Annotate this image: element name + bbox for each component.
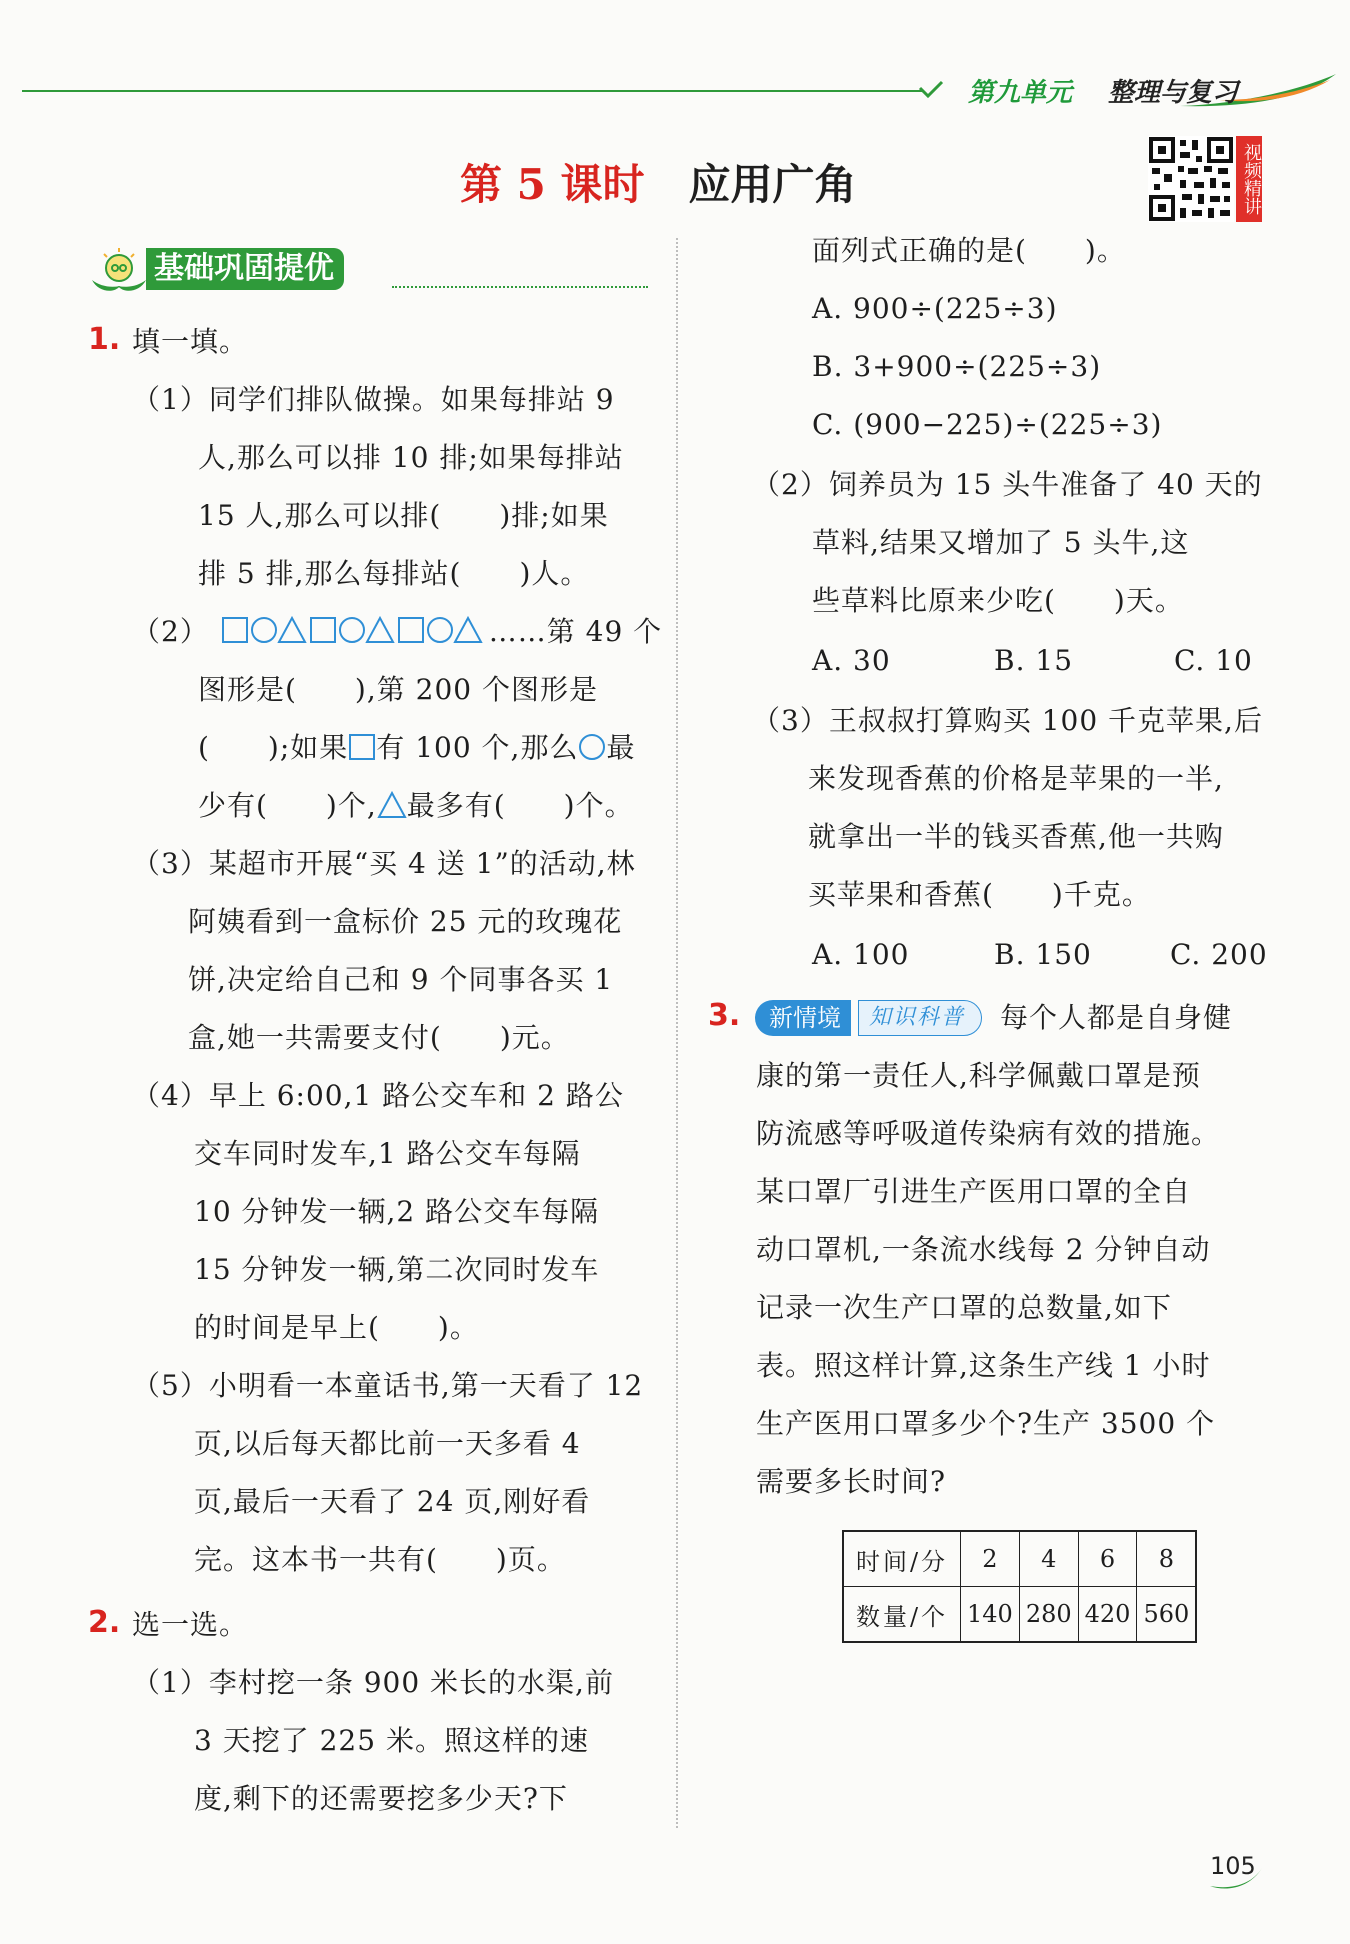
q3-line: 需要多长时间? bbox=[756, 1465, 947, 1498]
q3-line: 某口罩厂引进生产医用口罩的全自 bbox=[756, 1175, 1192, 1208]
triangle-icon bbox=[377, 791, 407, 819]
q2-p2-line: （2）饲养员为 15 头牛准备了 40 天的 bbox=[752, 468, 1263, 501]
table-cell: 6 bbox=[1078, 1531, 1137, 1587]
q1-p4-line: 10 分钟发一辆,2 路公交车每隔 bbox=[194, 1195, 600, 1228]
text-segment: 少有( )个, bbox=[198, 789, 377, 822]
q2-p2-option-c: C. 10 bbox=[1174, 644, 1253, 677]
q1-p2-line bbox=[198, 789, 634, 823]
text-segment: ( );如果 bbox=[198, 731, 349, 764]
q2-p1-option-a: A. 900÷(225÷3) bbox=[812, 292, 1058, 325]
science-tag: 知识科普 bbox=[858, 1000, 982, 1036]
page-number: 105 bbox=[1210, 1852, 1256, 1880]
q2-p3-option-c: C. 200 bbox=[1170, 938, 1268, 971]
q2-p3-option-b: B. 150 bbox=[994, 938, 1092, 971]
table-cell: 560 bbox=[1137, 1587, 1196, 1643]
q1-p2-label: （2） bbox=[132, 615, 209, 648]
q1-p4-line: 的时间是早上( )。 bbox=[194, 1311, 479, 1344]
q3-line: 康的第一责任人,科学佩戴口罩是预 bbox=[756, 1059, 1201, 1092]
q1-p2-tail: ……第 49 个 bbox=[488, 615, 663, 648]
q3-line: 防流感等呼吸道传染病有效的措施。 bbox=[756, 1117, 1221, 1150]
text-segment: 最 bbox=[606, 731, 636, 764]
q2-p1-option-c: C. (900−225)÷(225÷3) bbox=[812, 408, 1163, 441]
q1-p1-line: 人,那么可以排 10 排;如果每排站 bbox=[198, 441, 624, 474]
table-header-cell: 数量/个 bbox=[843, 1587, 961, 1643]
q3-line: 表。照这样计算,这条生产线 1 小时 bbox=[756, 1349, 1211, 1382]
page-title bbox=[460, 152, 856, 212]
q1-p2-line: 图形是( ),第 200 个图形是 bbox=[198, 673, 598, 706]
q1-p4-line: 交车同时发车,1 路公交车每隔 bbox=[194, 1137, 581, 1170]
table-cell: 420 bbox=[1078, 1587, 1137, 1643]
q1-p3-line: 盒,她一共需要支付( )元。 bbox=[188, 1021, 570, 1054]
q2-p3-line: 买苹果和香蕉( )千克。 bbox=[808, 878, 1151, 911]
q1-p1-line: （1）同学们排队做操。如果每排站 9 bbox=[132, 383, 615, 416]
question-2-number: 2. bbox=[88, 1605, 121, 1640]
text-segment: 最多有( )个。 bbox=[406, 789, 634, 822]
production-table bbox=[842, 1530, 1197, 1643]
question-1-number: 1. bbox=[88, 322, 121, 357]
page-number-swoosh-icon bbox=[1206, 1862, 1266, 1892]
q3-line: 每个人都是自身健 bbox=[1000, 1001, 1233, 1034]
table-cell: 2 bbox=[961, 1531, 1020, 1587]
q3-line: 动口罩机,一条流水线每 2 分钟自动 bbox=[756, 1233, 1211, 1266]
new-context-tag: 新情境 bbox=[755, 1000, 851, 1036]
header-rule bbox=[22, 90, 922, 92]
q1-p4-line: 15 分钟发一辆,第二次同时发车 bbox=[194, 1253, 600, 1286]
q1-p5-line: （5）小明看一本童话书,第一天看了 12 bbox=[132, 1369, 644, 1402]
qr-code-icon[interactable] bbox=[1148, 136, 1234, 222]
q1-p2-line bbox=[132, 615, 662, 649]
table-cell: 280 bbox=[1019, 1587, 1078, 1643]
q2-p1-line: （1）李村挖一条 900 米长的水渠,前 bbox=[132, 1666, 614, 1699]
q1-p5-line: 完。这本书一共有( )页。 bbox=[194, 1543, 566, 1576]
q1-p4-line: （4）早上 6:00,1 路公交车和 2 路公 bbox=[132, 1079, 624, 1112]
question-2-heading: 选一选。 bbox=[132, 1608, 249, 1641]
table-cell: 8 bbox=[1137, 1531, 1196, 1587]
q2-p1-option-b: B. 3+900÷(225÷3) bbox=[812, 350, 1102, 383]
section-badge: 基础巩固提优 bbox=[146, 248, 344, 290]
check-icon bbox=[918, 80, 944, 100]
q1-p5-line: 页,最后一天看了 24 页,刚好看 bbox=[194, 1485, 591, 1518]
q1-p1-line: 排 5 排,那么每排站( )人。 bbox=[198, 557, 590, 590]
q2-p3-line: （3）王叔叔打算购买 100 千克苹果,后 bbox=[752, 704, 1263, 737]
circle-icon bbox=[578, 733, 606, 761]
lightbulb-leaf-icon bbox=[88, 246, 150, 296]
unit-label: 第九单元 bbox=[968, 78, 1073, 108]
q1-p5-line: 页,以后每天都比前一天多看 4 bbox=[194, 1427, 581, 1460]
q2-p2-option-a: A. 30 bbox=[812, 644, 891, 677]
q1-p1-line: 15 人,那么可以排( )排;如果 bbox=[198, 499, 609, 532]
q2-p1-line: 3 天挖了 225 米。照这样的速 bbox=[194, 1724, 589, 1757]
q2-p3-line: 就拿出一半的钱买香蕉,他一共购 bbox=[808, 820, 1224, 853]
q1-p3-line: （3）某超市开展“买 4 送 1”的活动,林 bbox=[132, 847, 636, 880]
q2-p2-option-b: B. 15 bbox=[994, 644, 1074, 677]
table-row bbox=[843, 1587, 1196, 1643]
column-divider bbox=[676, 238, 678, 1828]
table-header-cell: 时间/分 bbox=[843, 1531, 961, 1587]
question-1-heading: 填一填。 bbox=[132, 325, 249, 358]
q2-p2-line: 草料,结果又增加了 5 头牛,这 bbox=[812, 526, 1190, 559]
q1-p3-line: 阿姨看到一盒标价 25 元的玫瑰花 bbox=[188, 905, 623, 938]
q2-p3-line: 来发现香蕉的价格是苹果的一半, bbox=[808, 762, 1224, 795]
question-3-number: 3. bbox=[708, 998, 741, 1033]
square-icon bbox=[348, 733, 376, 761]
qr-label: 视频精讲 bbox=[1236, 136, 1262, 222]
q2-p3-option-a: A. 100 bbox=[812, 938, 910, 971]
q3-line: 生产医用口罩多少个?生产 3500 个 bbox=[756, 1407, 1216, 1440]
table-cell: 4 bbox=[1019, 1531, 1078, 1587]
table-cell: 140 bbox=[961, 1587, 1020, 1643]
lesson-number: 第 5 课时 bbox=[460, 160, 645, 209]
q2-p2-line: 些草料比原来少吃( )天。 bbox=[812, 584, 1184, 617]
q3-line: 记录一次生产口罩的总数量,如下 bbox=[756, 1291, 1172, 1324]
table-row bbox=[843, 1531, 1196, 1587]
section-label: 整理与复习 bbox=[1108, 78, 1239, 108]
text-segment: 有 100 个,那么 bbox=[376, 731, 579, 764]
shape-sequence bbox=[219, 615, 489, 645]
q2-p1-line: 度,剩下的还需要挖多少天?下 bbox=[194, 1782, 568, 1815]
q1-p3-line: 饼,决定给自己和 9 个同事各买 1 bbox=[188, 963, 614, 996]
q2-p1-line: 面列式正确的是( )。 bbox=[812, 234, 1126, 267]
lesson-topic: 应用广角 bbox=[688, 160, 857, 209]
q1-p2-line bbox=[198, 731, 635, 765]
section-rule bbox=[392, 286, 648, 288]
